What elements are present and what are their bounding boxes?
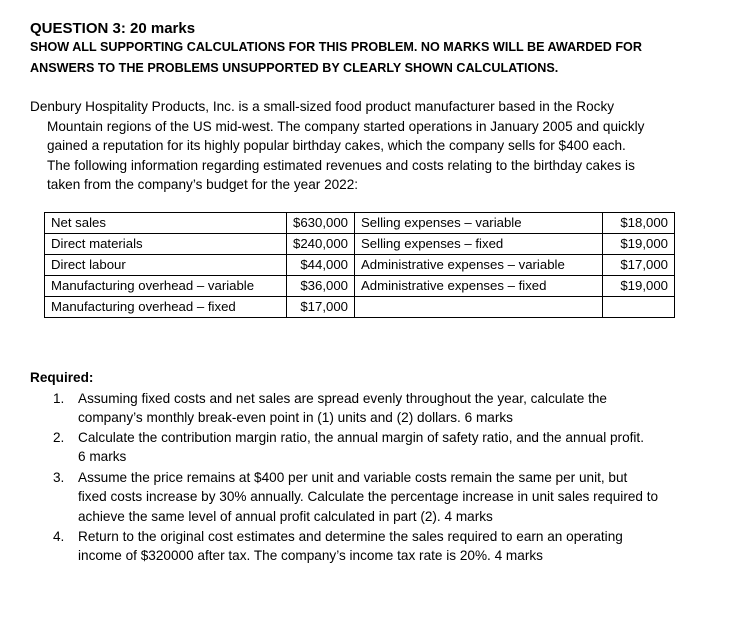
item-line: 6 marks (78, 449, 127, 464)
cost-value: $17,000 (287, 297, 355, 318)
cost-label: Selling expenses – variable (355, 213, 603, 234)
item-number: 4. (53, 529, 65, 544)
item-line: achieve the same level of annual profit calculated in part (2). 4 marks (78, 509, 493, 524)
table-row (45, 213, 675, 234)
item-line: Calculate the contribution margin ratio, the annual margin of safety ratio, and the annual profit. (78, 430, 644, 445)
intro-line: Mountain regions of the US mid-west. The company started operations in January 2005 and quickly (47, 118, 645, 134)
item-number: 2. (53, 430, 65, 445)
instruction-line-2: ANSWERS TO THE PROBLEMS UNSUPPORTED BY CLEARLY SHOWN CALCULATIONS. (30, 61, 559, 75)
cost-value: $44,000 (287, 255, 355, 276)
instruction-line-1: SHOW ALL SUPPORTING CALCULATIONS FOR THIS PROBLEM. NO MARKS WILL BE AWARDED FOR (30, 40, 642, 54)
cost-label (355, 297, 603, 318)
item-number: 1. (53, 391, 65, 406)
item-line: Assume the price remains at $400 per unit and variable costs remain the same per unit, but (78, 470, 628, 485)
cost-value: $36,000 (287, 276, 355, 297)
cost-label: Direct materials (45, 234, 287, 255)
cost-value: $630,000 (287, 213, 355, 234)
cost-label: Manufacturing overhead – variable (45, 276, 287, 297)
cost-label: Net sales (45, 213, 287, 234)
intro-line: Denbury Hospitality Products, Inc. is a small-sized food product manufacturer based in the Rocky (30, 99, 615, 114)
question-title: QUESTION 3: 20 marks (30, 20, 196, 37)
intro-line: gained a reputation for its highly popular birthday cakes, which the company sells for $400 each. (47, 138, 626, 153)
cost-value: $17,000 (603, 255, 675, 276)
cost-value (603, 297, 675, 318)
table-row (45, 255, 675, 276)
cost-label: Selling expenses – fixed (355, 234, 603, 255)
intro-line: taken from the company’s budget for the year 2022: (47, 177, 359, 192)
table-row (45, 276, 675, 297)
required-title: Required: (30, 370, 94, 385)
item-number: 3. (53, 470, 65, 485)
cost-label: Manufacturing overhead – fixed (45, 297, 287, 318)
intro-paragraph (30, 97, 700, 195)
item-line: fixed costs increase by 30% annually. Calculate the percentage increase in unit sales required to (78, 489, 659, 504)
cost-label: Administrative expenses – variable (355, 255, 603, 276)
intro-line: The following information regarding estimated revenues and costs relating to the birthday cakes is (47, 157, 635, 173)
table-row (45, 297, 675, 318)
table-row (45, 234, 675, 255)
item-line: Return to the original cost estimates and determine the sales required to earn an operating (78, 529, 623, 544)
item-line: income of $320000 after tax. The company’s income tax rate is 20%. 4 marks (78, 548, 543, 563)
cost-value: $18,000 (603, 213, 675, 234)
item-line: Assuming fixed costs and net sales are spread evenly throughout the year, calculate the (78, 391, 607, 406)
item-line: company’s monthly break-even point in (1) units and (2) dollars. 6 marks (78, 410, 513, 425)
cost-value: $19,000 (603, 276, 675, 297)
cost-label: Direct labour (45, 255, 287, 276)
budget-table (44, 212, 675, 318)
cost-label: Administrative expenses – fixed (355, 276, 603, 297)
cost-value: $19,000 (603, 234, 675, 255)
cost-value: $240,000 (287, 234, 355, 255)
